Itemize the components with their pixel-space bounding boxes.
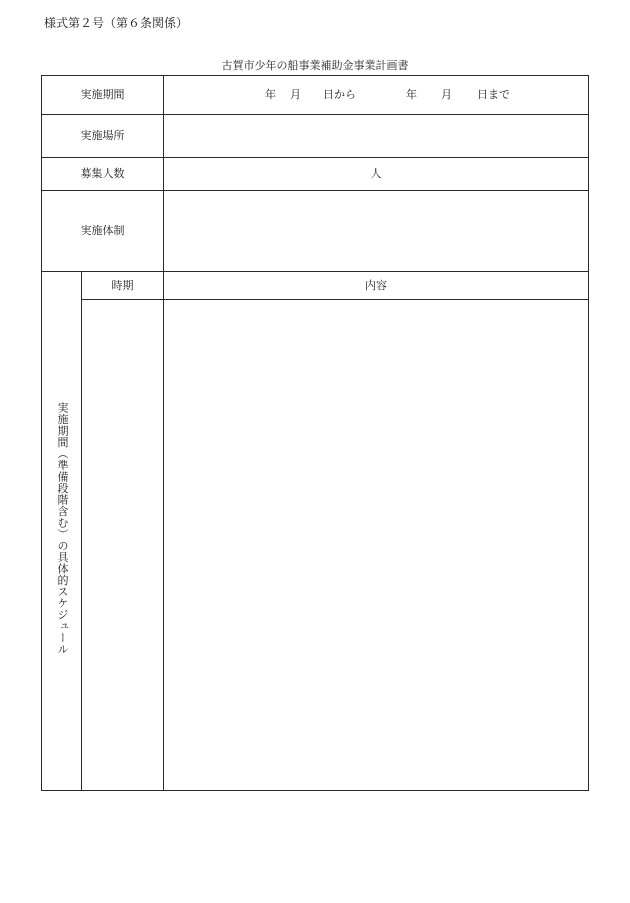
location-value[interactable] xyxy=(164,115,588,157)
period-day-from: 日から xyxy=(323,88,356,101)
schedule-time-cell[interactable] xyxy=(82,300,163,790)
recruitment-unit: 人 xyxy=(370,167,382,180)
structure-label: 実施体制 xyxy=(80,224,125,237)
row-divider-structure xyxy=(41,271,589,272)
schedule-content-header: 内容 xyxy=(365,279,387,292)
form-number: 様式第２号（第６条関係） xyxy=(44,16,189,30)
period-month-end: 月 xyxy=(441,88,452,101)
period-month-start: 月 xyxy=(290,88,301,101)
period-label: 実施期間 xyxy=(80,88,125,101)
schedule-content-cell[interactable] xyxy=(164,300,588,790)
document-title: 古賀市少年の船事業補助金事業計画書 xyxy=(221,59,409,72)
schedule-side-label: 実施期間（準備段階含む）の具体的スケジュール xyxy=(56,402,69,655)
row-divider-location xyxy=(41,157,589,158)
period-value[interactable] xyxy=(164,88,588,102)
period-year-end: 年 xyxy=(406,88,417,101)
recruitment-label: 募集人数 xyxy=(80,167,125,180)
location-label: 実施場所 xyxy=(80,129,125,142)
structure-value[interactable] xyxy=(164,191,588,271)
period-year-start: 年 xyxy=(265,88,276,101)
period-day-until: 日まで xyxy=(477,88,510,101)
schedule-time-header: 時期 xyxy=(111,279,134,292)
